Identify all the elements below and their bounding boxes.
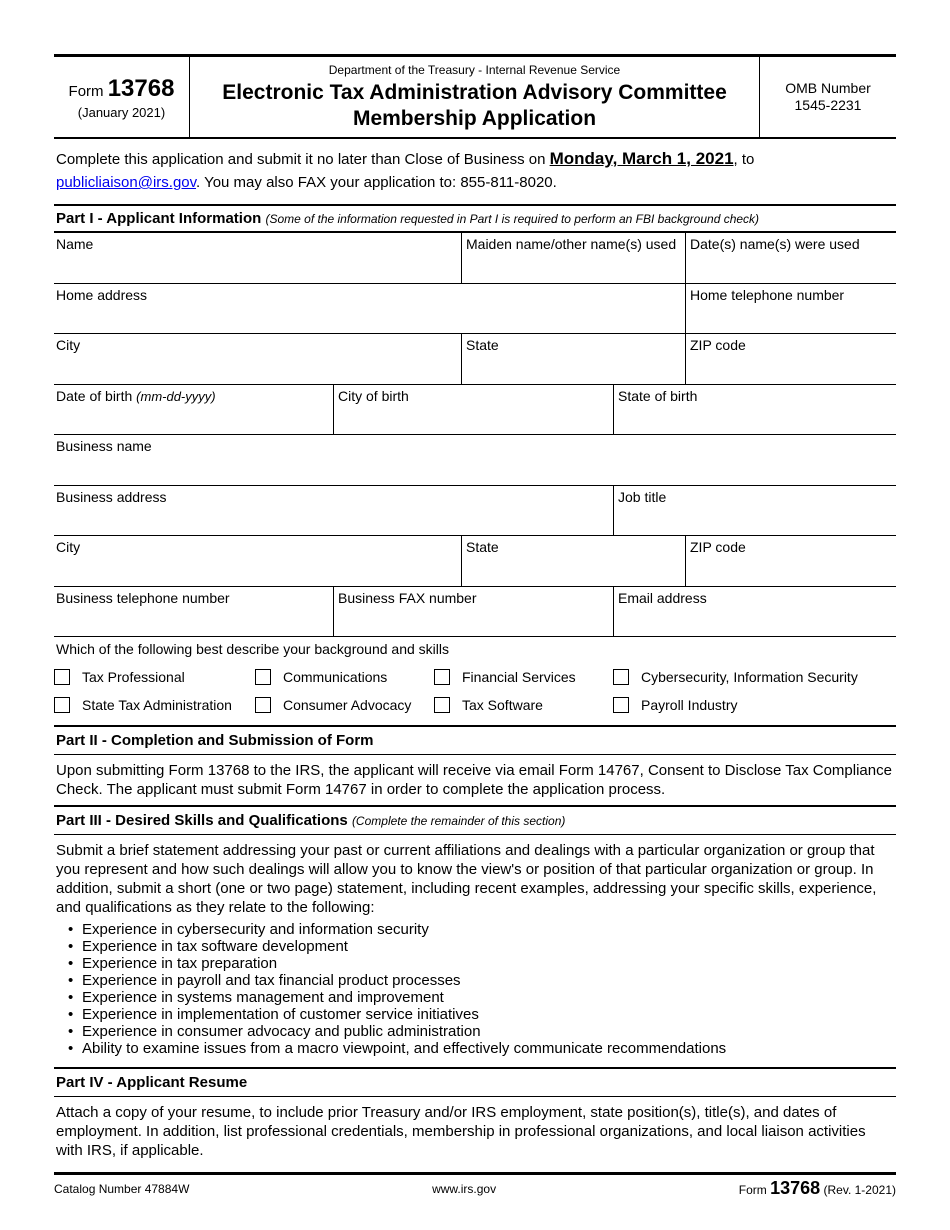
form-date: (January 2021) (77, 104, 166, 120)
skills-section (54, 637, 896, 727)
business-state-field[interactable]: State (461, 536, 685, 586)
deadline-date: Monday, March 1, 2021 (549, 149, 734, 168)
checkbox-cybersecurity[interactable]: Cybersecurity, Information Security (613, 669, 858, 685)
business-address-field[interactable]: Business address (56, 488, 167, 505)
list-item: • Ability to examine issues from a macro viewpoint, and effectively communicate recommendations (82, 1040, 896, 1057)
part1-header: Part I - Applicant Information (Some of the information requested in Part I is required to perform an FBI background check) (54, 204, 896, 233)
footer-form-number: Form 13768 (Rev. 1-2021) (738, 1178, 896, 1198)
job-title-field[interactable]: Job title (613, 486, 896, 536)
home-address-field[interactable]: Home address (56, 286, 148, 303)
checkbox-icon[interactable] (434, 697, 450, 713)
maiden-name-field[interactable]: Maiden name/other name(s) used (461, 233, 685, 283)
part2-text: Upon submitting Form 13768 to the IRS, the applicant will receive via email Form 14767, Consent to Disclose Tax Compliance Check. The applicant must submit Form 14767 in order to complete the application process. (54, 755, 896, 807)
form-id-box (54, 57, 190, 137)
checkbox-icon[interactable] (434, 669, 450, 685)
business-zip-field[interactable]: ZIP code (685, 536, 896, 586)
list-item: • Experience in systems management and improvement (82, 989, 896, 1006)
part4-text: Attach a copy of your resume, to include prior Treasury and/or IRS employment, state position(s), title(s), and dates of employment. In addition, list professional credentials, membership in professional organizations, and local liaison activities with IRS, if applicable. (56, 1104, 866, 1159)
checkbox-tax-software[interactable]: Tax Software (434, 697, 613, 713)
form-footer (54, 1172, 896, 1202)
name-field[interactable]: Name (56, 236, 94, 252)
checkbox-state-tax-administration[interactable]: State Tax Administration (54, 697, 255, 713)
omb-box: OMB Number 1545-2231 (785, 80, 871, 113)
form-title-box (190, 57, 760, 137)
catalog-number: Catalog Number 47884W (54, 1181, 190, 1196)
list-item: • Experience in cybersecurity and information security (82, 921, 896, 938)
list-item: • Experience in tax software development (82, 938, 896, 955)
website-link: www.irs.gov (432, 1181, 497, 1196)
part2-header: Part II - Completion and Submission of Form (54, 727, 896, 755)
checkbox-icon[interactable] (54, 669, 70, 685)
city-field[interactable]: City (56, 337, 81, 353)
email-field[interactable]: Email address (613, 587, 896, 637)
list-item: • Experience in payroll and tax financial product processes (82, 972, 896, 989)
email-link[interactable]: publicliaison@irs.gov (56, 174, 197, 191)
business-name-field[interactable]: Business name (56, 438, 152, 454)
state-field[interactable]: State (461, 334, 685, 384)
business-fax-field[interactable]: Business FAX number (333, 587, 613, 637)
part3-text: Submit a brief statement addressing your past or current affiliations and dealings with a particular organization or group that you represent and how such dealings will allow you to know the view's or position of that particular organization or group. In addition, submit a short (one or two page) statement, including recent examples, addressing your specific skills, experience, and qualifications as they relate to the following: (56, 842, 877, 916)
checkbox-tax-professional[interactable]: Tax Professional (54, 669, 255, 685)
form-page (54, 54, 896, 1166)
business-city-field[interactable]: City (56, 539, 81, 555)
list-item: • Experience in tax preparation (82, 955, 896, 972)
list-item: • Experience in implementation of customer service initiatives (82, 1006, 896, 1023)
zip-field[interactable]: ZIP code (685, 334, 896, 384)
checkbox-icon[interactable] (54, 697, 70, 713)
checkbox-icon[interactable] (613, 669, 629, 685)
dob-field[interactable]: Date of birth (mm-dd-yyyy) (56, 387, 216, 404)
checkbox-financial-services[interactable]: Financial Services (434, 669, 613, 685)
skills-question: Which of the following best describe your background and skills (56, 641, 449, 657)
checkbox-icon[interactable] (613, 697, 629, 713)
intro-instructions: Complete this application and submit it no later than Close of Business on Monday, March 1, 2021, to publicliaison@irs.gov. You may also FAX your application to: 855-811-8020. (56, 149, 755, 191)
home-phone-field[interactable]: Home telephone number (685, 284, 896, 334)
checkbox-consumer-advocacy[interactable]: Consumer Advocacy (255, 697, 434, 713)
part4-header: Part IV - Applicant Resume (54, 1069, 896, 1097)
dates-used-field[interactable]: Date(s) name(s) were used (685, 233, 896, 283)
form-header (54, 54, 896, 139)
part3-header: Part III - Desired Skills and Qualifications (Complete the remainder of this section) (54, 807, 896, 835)
state-of-birth-field[interactable]: State of birth (613, 385, 896, 435)
qualifications-list (54, 921, 896, 1069)
form-title: Electronic Tax Administration Advisory Committee Membership Application (222, 80, 727, 130)
list-item: • Experience in consumer advocacy and public administration (82, 1023, 896, 1040)
form-number: Form 13768 (68, 74, 175, 102)
checkbox-communications[interactable]: Communications (255, 669, 434, 685)
checkbox-icon[interactable] (255, 669, 271, 685)
checkbox-payroll-industry[interactable]: Payroll Industry (613, 697, 737, 713)
checkbox-icon[interactable] (255, 697, 271, 713)
department-name: Department of the Treasury - Internal Revenue Service (328, 62, 621, 77)
city-of-birth-field[interactable]: City of birth (333, 385, 613, 435)
business-phone-field[interactable]: Business telephone number (56, 589, 230, 606)
